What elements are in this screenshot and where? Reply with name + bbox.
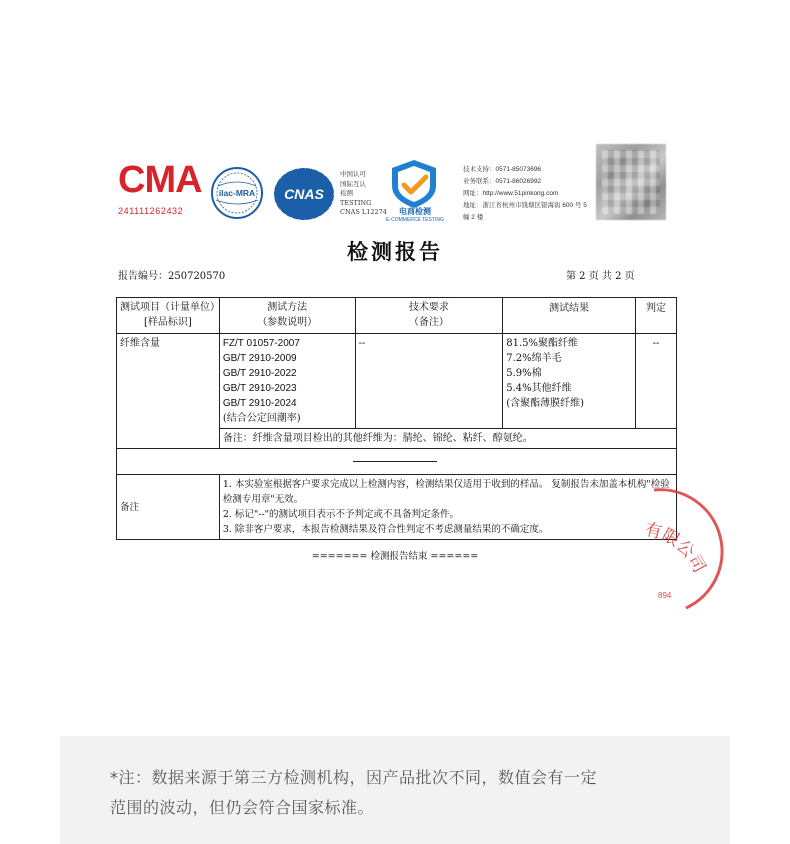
notes-row	[117, 475, 677, 540]
cnas-caption-line: 中国认可	[340, 170, 366, 178]
contact-line: 网址：http://www.51pinkong.com	[463, 190, 559, 197]
header-item	[117, 298, 220, 334]
row-requirement: --	[355, 334, 503, 429]
official-seal-stamp	[604, 480, 744, 620]
contact-line: 幢 2 楼	[463, 214, 484, 221]
ecommerce-label-cn: 电商检测	[399, 207, 431, 216]
svg-text:894: 894	[658, 591, 672, 600]
contact-info	[463, 164, 598, 224]
header-requirement-label: 技术要求	[408, 302, 449, 313]
ecommerce-label-en: E-COMMERCE TESTING	[386, 217, 444, 223]
page-indicator: 第 2 页 共 2 页	[566, 271, 635, 282]
result-line: 7.2%绵羊毛	[506, 353, 562, 364]
header-method-sub: （参数说明）	[257, 317, 318, 328]
contact-line: 地址：浙江省杭州市钱塘区银海街 600 号 5	[463, 202, 587, 209]
cma-logo	[118, 160, 206, 216]
row-item: 纤维含量	[117, 334, 220, 449]
header-verdict	[636, 298, 677, 334]
cnas-logo	[272, 166, 336, 222]
header-item-sub: [样品标识]	[144, 317, 192, 328]
notes-label: 备注	[117, 475, 220, 540]
cnas-caption-line: CNAS L12274	[340, 208, 387, 216]
method-line: GB/T 2910-2023	[222, 383, 297, 394]
method-line: GB/T 2910-2024	[222, 398, 297, 409]
report-table	[116, 297, 677, 540]
ilac-mra-logo	[210, 166, 264, 220]
row-remark: 备注：纤维含量项目检出的其他纤维为：腈纶、锦纶、粘纤、醇氨纶。	[219, 429, 676, 449]
blank-cell	[117, 449, 677, 475]
header-result	[503, 298, 636, 334]
method-line: GB/T 2910-2022	[222, 368, 297, 379]
svg-text:有限公司: 有限公司	[642, 519, 710, 577]
header-result-label: 测试结果	[549, 303, 590, 314]
method-line: FZ/T 01057-2007	[222, 338, 300, 349]
report-number: 报告编号：250720570	[118, 271, 226, 282]
result-line: 5.9%棉	[506, 368, 542, 379]
note-item: 1. 本实验室根据客户要求完成以上检测内容，检测结果仅适用于收到的样品。 复制报告未加盖本机构"检验检测专用章"无效。	[222, 479, 670, 505]
cnas-caption-line: 国际互认	[340, 179, 366, 188]
blank-row	[117, 449, 677, 475]
note-item: 3. 除非客户要求，本报告检测结果及符合性判定不考虑测量结果的不确定度。	[222, 524, 549, 535]
report-title: 检测报告	[347, 239, 443, 264]
svg-text:CNAS: CNAS	[284, 186, 324, 202]
header-method-label: 测试方法	[267, 302, 308, 313]
svg-text:ilac-MRA: ilac-MRA	[218, 188, 256, 198]
blurred-qr-code	[596, 144, 666, 220]
ecommerce-label	[380, 206, 450, 223]
footer-note-line: *注：数据来源于第三方检测机构，因产品批次不同，数值会有一定	[110, 768, 598, 787]
header-method	[219, 298, 355, 334]
result-line: 5.4%其他纤维	[506, 383, 572, 394]
cnas-caption-line: TESTING	[340, 198, 372, 207]
footer-note-line: 范围的波动，但仍会符合国家标准。	[110, 798, 375, 817]
result-line: 81.5%聚酯纤维	[506, 338, 579, 349]
header-requirement-sub: （备注）	[408, 317, 449, 328]
header-verdict-label: 判定	[646, 303, 667, 314]
header-item-label: 测试项目（计量单位）	[120, 302, 220, 313]
method-line: GB/T 2910-2009	[222, 353, 297, 364]
footer-note	[110, 763, 700, 823]
report-end-marker: ======= 检测报告结束 ======	[311, 551, 479, 562]
divider-line	[353, 461, 437, 462]
table-header-row	[117, 298, 677, 334]
row-verdict: --	[636, 334, 677, 429]
result-line: (含聚酯薄膜纤维)	[506, 398, 585, 409]
row-results	[503, 334, 636, 429]
cma-number: 241111262432	[118, 206, 184, 216]
row-methods	[219, 334, 355, 429]
cma-logo-word: CMA	[118, 159, 202, 201]
note-item: 2. 标记"--"的测试项目表示不予判定或不具备判定条件。	[222, 509, 460, 520]
method-line: (结合公定回潮率)	[222, 413, 301, 424]
table-row	[117, 334, 677, 429]
logo-bar	[118, 158, 678, 228]
cnas-caption-line: 检测	[340, 189, 353, 197]
header-requirement	[355, 298, 503, 334]
contact-line: 技术支持：0571-85073696	[463, 166, 542, 173]
contact-line: 业务联系：0571-86026992	[463, 178, 542, 185]
